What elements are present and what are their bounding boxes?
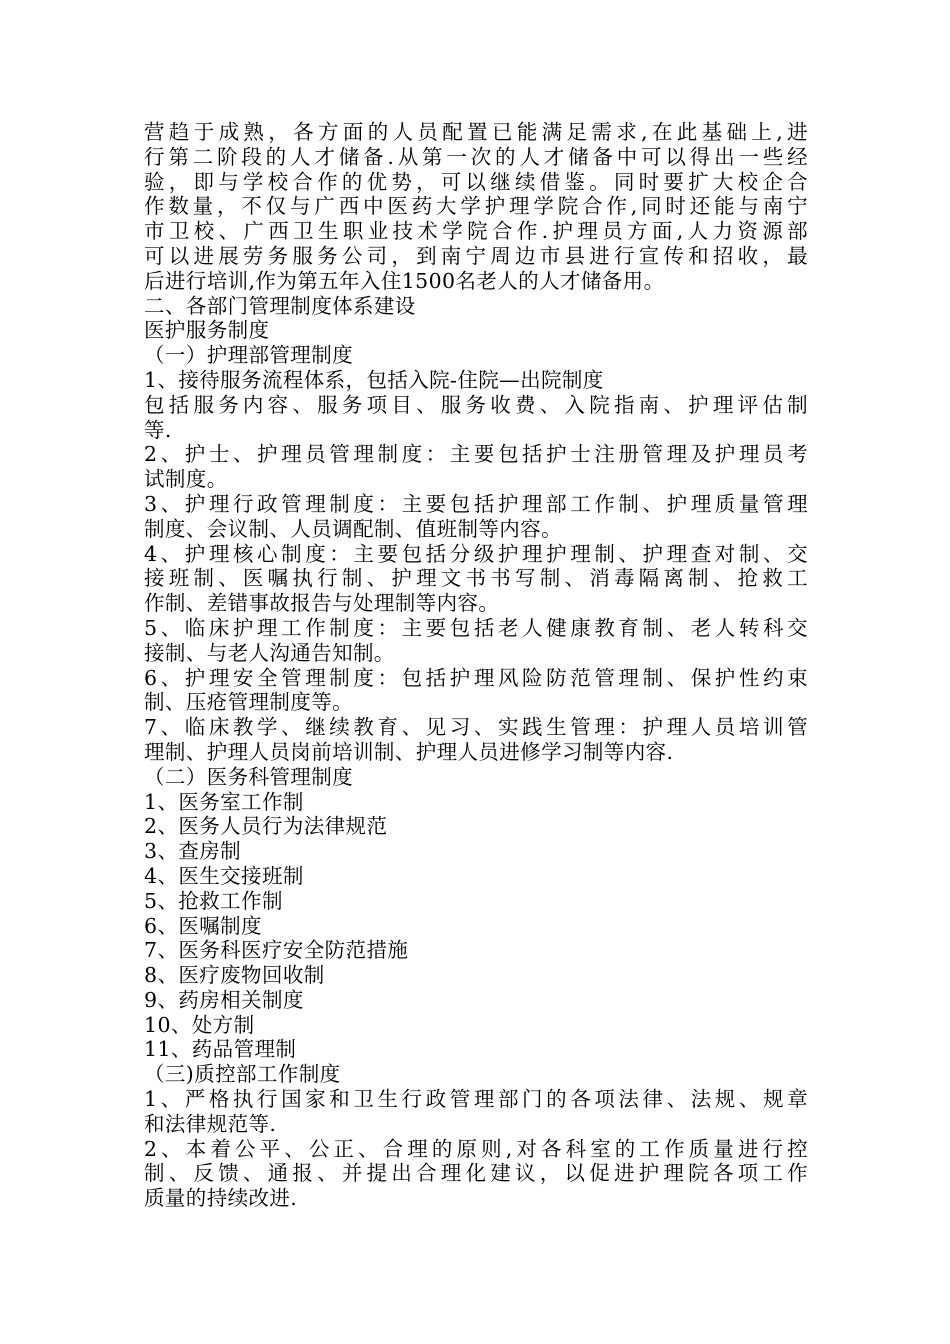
text-line: 行第二阶段的人才储备.从第一次的人才储备中可以得出一些经 bbox=[144, 144, 808, 169]
text-line: 后进行培训,作为第五年入住1500名老人的人才储备用。 bbox=[144, 268, 665, 293]
text-line: 2、医务人员行为法律规范 bbox=[144, 814, 388, 839]
text-line: 制度、会议制、人员调配制、值班制等内容。 bbox=[144, 516, 562, 541]
text-line: 2、本着公平、公正、合理的原则,对各科室的工作质量进行控 bbox=[144, 1136, 808, 1161]
text-line: 6、医嘱制度 bbox=[144, 913, 262, 938]
text-line: 8、医疗废物回收制 bbox=[144, 963, 325, 988]
text-line: 3、查房制 bbox=[144, 839, 242, 864]
text-line: 4、护理核心制度：主要包括分级护理护理制、护理查对制、交 bbox=[144, 541, 808, 566]
text-line: 2、护士、护理员管理制度：主要包括护士注册管理及护理员考 bbox=[144, 442, 808, 467]
text-line: 包括服务内容、服务项目、服务收费、入院指南、护理评估制 bbox=[144, 392, 808, 417]
text-line: 可以进展劳务服务公司，到南宁周边市县进行宣传和招收，最 bbox=[144, 243, 808, 268]
text-line: 1、接待服务流程体系，包括入院-住院—出院制度 bbox=[144, 367, 604, 392]
text-line: 制、压疮管理制度等。 bbox=[144, 690, 353, 715]
text-line: 验，即与学校合作的优势，可以继续借鉴。同时要扩大校企合 bbox=[144, 169, 808, 194]
text-line: 3、护理行政管理制度：主要包括护理部工作制、护理质量管理 bbox=[144, 491, 808, 516]
text-line: 制、反馈、通报、并提出合理化建议，以促进护理院各项工作 bbox=[144, 1161, 808, 1186]
text-line: 质量的持续改进. bbox=[144, 1186, 298, 1211]
text-line: 等. bbox=[144, 417, 172, 442]
text-line: 10、处方制 bbox=[144, 1012, 255, 1037]
text-line: 1、严格执行国家和卫生行政管理部门的各项法律、法规、规章 bbox=[144, 1087, 808, 1112]
text-line: 接制、与老人沟通告知制。 bbox=[144, 640, 395, 665]
text-line: 7、临床教学、继续教育、见习、实践生管理：护理人员培训管 bbox=[144, 715, 808, 740]
text-line: 试制度。 bbox=[144, 467, 228, 492]
text-line: （一）护理部管理制度 bbox=[144, 343, 353, 368]
text-line: 作数量，不仅与广西中医药大学护理学院合作,同时还能与南宁 bbox=[144, 194, 808, 219]
text-line: 9、药房相关制度 bbox=[144, 987, 304, 1012]
text-line: 接班制、医嘱执行制、护理文书书写制、消毒隔离制、抢救工 bbox=[144, 566, 808, 591]
text-line: 6、护理安全管理制度：包括护理风险防范管理制、保护性约束 bbox=[144, 665, 808, 690]
text-line: 和法律规范等. bbox=[144, 1111, 277, 1136]
text-line: 二、各部门管理制度体系建设 bbox=[144, 293, 416, 318]
text-line: 医护服务制度 bbox=[144, 318, 270, 343]
text-line: （二）医务科管理制度 bbox=[144, 764, 353, 789]
text-line: 5、抢救工作制 bbox=[144, 888, 283, 913]
text-line: 7、医务科医疗安全防范措施 bbox=[144, 938, 409, 963]
text-line: 11、药品管理制 bbox=[144, 1037, 297, 1062]
text-line: （三)质控部工作制度 bbox=[144, 1062, 341, 1087]
text-line: 市卫校、广西卫生职业技术学院合作.护理员方面,人力资源部 bbox=[144, 219, 808, 244]
text-line: 理制、护理人员岗前培训制、护理人员进修学习制等内容. bbox=[144, 739, 674, 764]
text-line: 营趋于成熟，各方面的人员配置已能满足需求,在此基础上,进 bbox=[144, 120, 808, 144]
text-line: 4、医生交接班制 bbox=[144, 863, 304, 888]
document-body bbox=[144, 120, 808, 1211]
text-line: 作制、差错事故报告与处理制等内容。 bbox=[144, 591, 500, 616]
text-line: 5、临床护理工作制度：主要包括老人健康教育制、老人转科交 bbox=[144, 615, 808, 640]
text-line: 1、医务室工作制 bbox=[144, 789, 304, 814]
